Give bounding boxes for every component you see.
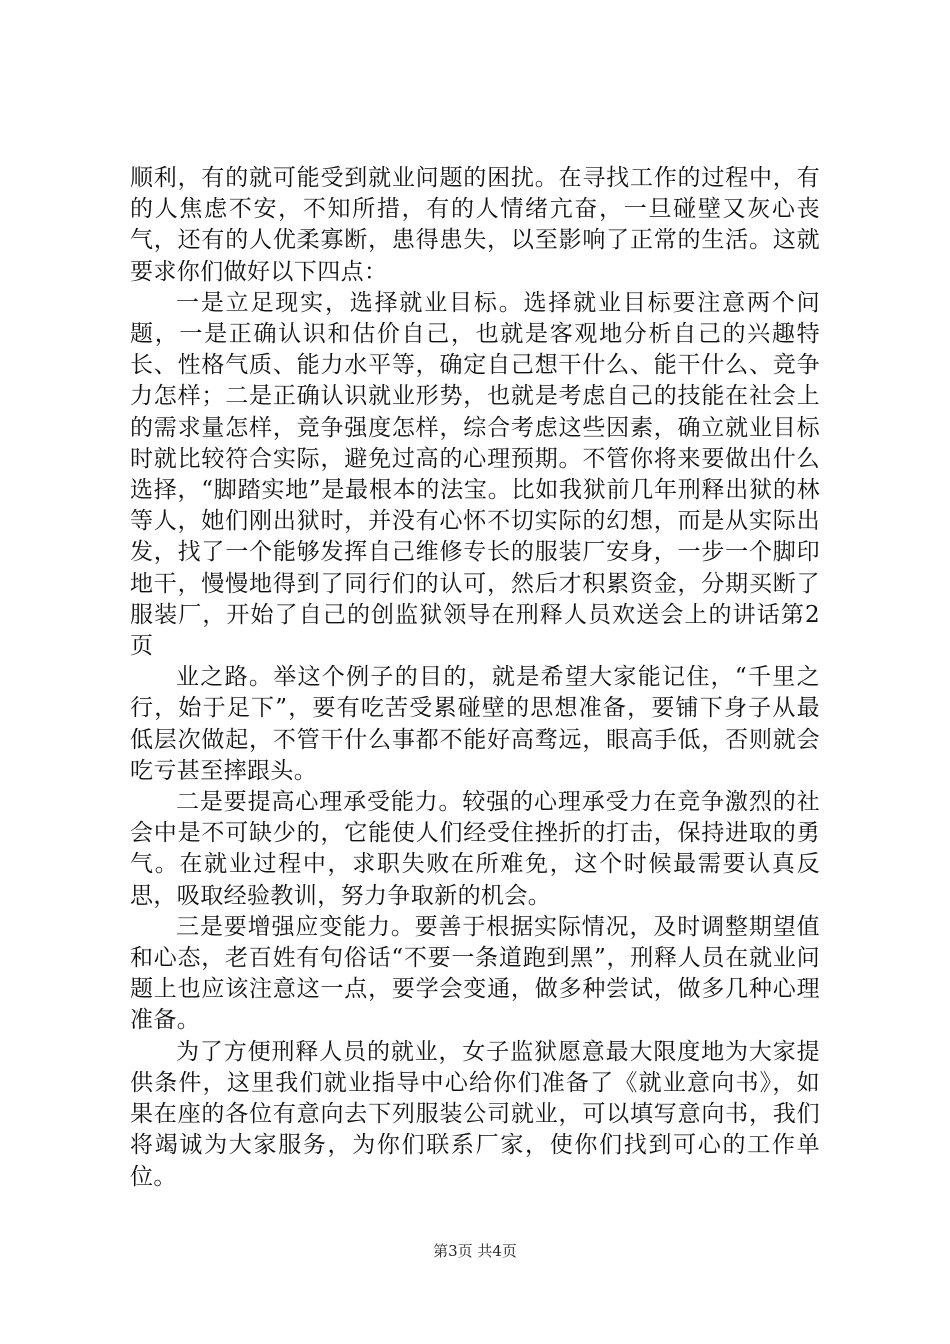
paragraph-point-one: 一是立足现实，选择就业目标。选择就业目标要注意两个问题，一是正确认识和估价自己，也就是客观地分析自己的兴趣特长、性格气质、能力水平等，确定自己想干什么、能干什么、竞争力怎样；二是正确认识就业形势，也就是考虑自己的技能在社会上的需求量怎样，竞争强度怎样，综合考虑这些因素，确立就业目标时就比较符合实际，避免过高的心理预期。不管你将来要做出什么选择，“脚踏实地”是最根本的法宝。比如我狱前几年刑释出狱的林等人，她们刚出狱时，并没有心怀不切实际的幻想，而是从实际出发，找了一个能够发挥自己维修专长的服装厂安身，一步一个脚印地干，慢慢地得到了同行们的认可，然后才积累资金，分期买断了服装厂，开始了自己的创监狱领导在刑释人员欢送会上的讲话第2页 [130, 289, 820, 660]
paragraph-employment-support: 为了方便刑释人员的就业，女子监狱愿意最大限度地为大家提供条件，这里我们就业指导中心给你们准备了《就业意向书》，如果在座的各位有意向去下列服装公司就业，可以填写意向书，我们将竭诚为大家服务，为你们联系厂家，使你们找到可心的工作单位。 [130, 1038, 820, 1190]
paragraph-point-one-continued: 业之路。举这个例子的目的，就是希望大家能记住，“千里之行，始于足下”，要有吃苦受累碰壁的思想准备，要铺下身子从最低层次做起，不管干什么事都不能好高骛远，眼高手低，否则就会吃亏甚至摔跟头。 [130, 664, 820, 784]
document-body [130, 163, 820, 1193]
paragraph-continuation: 顺利，有的就可能受到就业问题的困扰。在寻找工作的过程中，有的人焦虑不安，不知所措，有的人情绪亢奋，一旦碰壁又灰心丧气，还有的人优柔寡断，患得患失，以至影响了正常的生活。这就要求你们做好以下四点： [130, 165, 820, 285]
page-number-footer: 第3页 共4页 [433, 1242, 517, 1260]
paragraph-point-two: 二是要提高心理承受能力。较强的心理承受力在竞争激烈的社会中是不可缺少的，它能使人们经受住挫折的打击，保持进取的勇气。在就业过程中，求职失败在所难免，这个时候最需要认真反思，吸取经验教训，努力争取新的机会。 [130, 789, 820, 909]
paragraph-point-three: 三是要增强应变能力。要善于根据实际情况，及时调整期望值和心态，老百姓有句俗话“不要一条道跑到黑”，刑释人员在就业问题上也应该注意这一点，要学会变通，做多种尝试，做多几种心理准备。 [130, 913, 820, 1034]
